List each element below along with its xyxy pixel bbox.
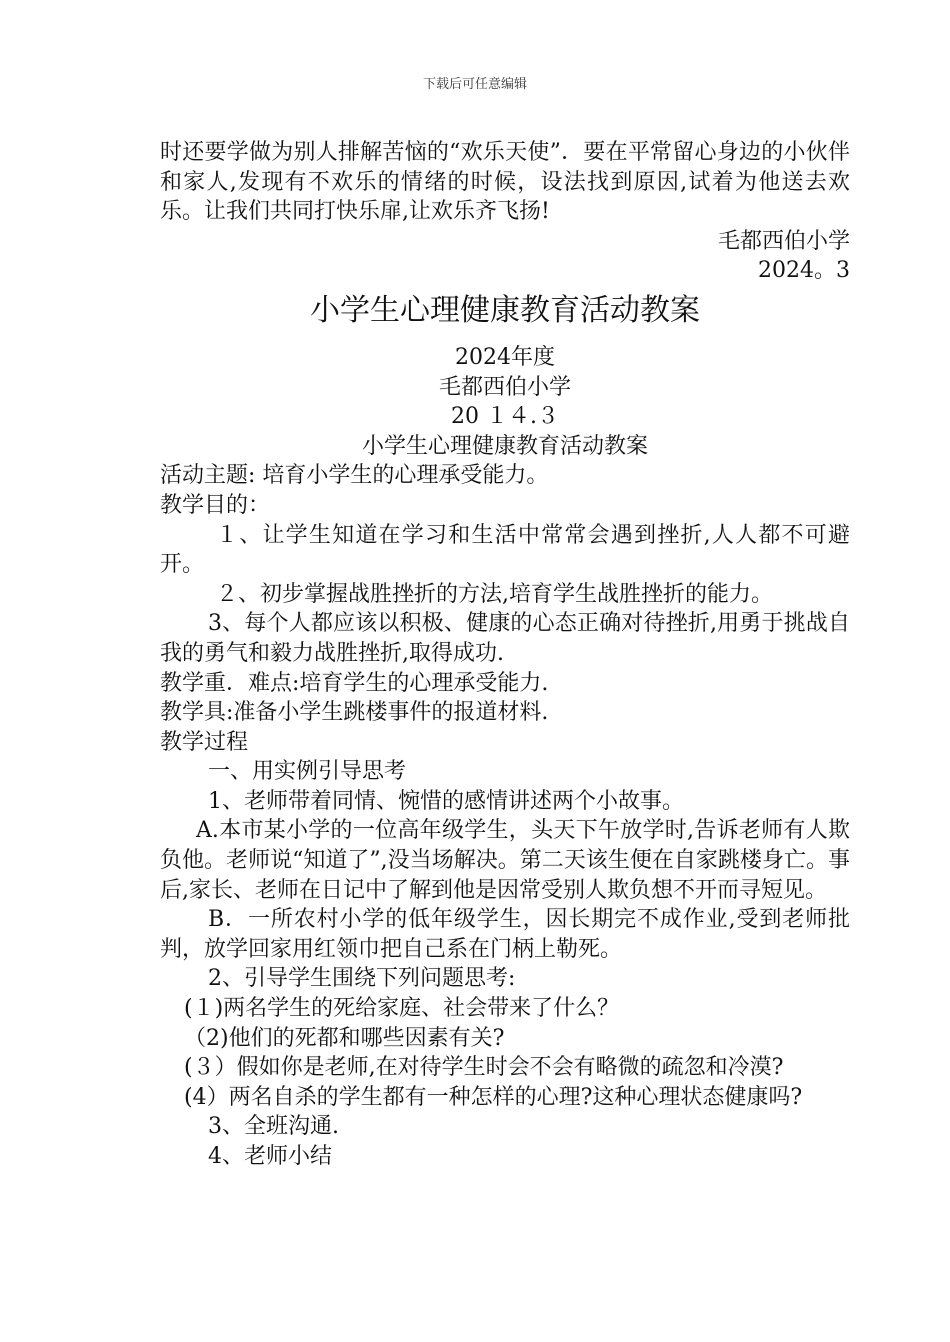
goal-2: ２、初步掌握战胜挫折的方法,培育学生战胜挫折的能力。 — [216, 581, 773, 607]
intro-date: 2024。3 — [758, 258, 850, 284]
document-title: 小学生心理健康教育活动教案 — [310, 292, 700, 328]
page-header: 下载后可任意编辑 — [422, 77, 527, 92]
document-date: 20 １４.３ — [451, 404, 559, 430]
intro-paragraph: 时还要学做为别人排解苦恼的“欢乐天使”．要在平常留心身边的小伙伴和家人,发现有不欢乐的情绪的时候，设法找到原因,试着为他送去欢乐。让我们共同打快乐扉,让欢乐齐飞扬! — [160, 140, 850, 225]
question-2: （2)他们的死都和哪些因素有关? — [184, 1025, 505, 1051]
step-3: 3、全班沟通. — [208, 1114, 339, 1140]
question-3: (３）假如你是老师,在对待学生时会不会有略微的疏忽和冷漠? — [184, 1055, 784, 1081]
step-4: 4、老师小结 — [208, 1144, 332, 1169]
key-points: 教学重．难点:培育学生的心理承受能力. — [160, 670, 549, 696]
document-body — [160, 138, 850, 1172]
teaching-materials: 教学具:准备小学生跳楼事件的报道材料. — [160, 700, 549, 726]
question-1: (１)两名学生的死给家庭、社会带来了什么？ — [184, 996, 620, 1022]
story-a: A.本市某小学的一位高年级学生，头天下午放学时,告诉老师有人欺负他。老师说“知道了”,没当场解决。第二天该生便在自家跳楼身亡。事后,家长、老师在日记中了解到他是因常受别人欺负想不开而寻短见。 — [160, 818, 850, 903]
activity-theme: 活动主题: 培育小学生的心理承受能力。 — [160, 463, 549, 489]
step-1: 1、老师带着同情、惋惜的感情讲述两个小故事。 — [208, 788, 684, 814]
step-2: 2、引导学生围绕下列问题思考: — [208, 966, 516, 992]
intro-signature: 毛都西伯小学 — [717, 228, 850, 254]
goal-3: 3、每个人都应该以积极、健康的心态正确对待挫折,用勇于挑战自我的勇气和毅力战胜挫折,取得成功. — [160, 611, 850, 666]
goal-1: １、让学生知道在学习和生活中常常会遇到挫折,人人都不可避开。 — [160, 522, 850, 578]
document-subtitle: 小学生心理健康教育活动教案 — [361, 433, 648, 459]
document-year: 2024年度 — [455, 344, 555, 370]
process-heading: 教学过程 — [160, 729, 249, 755]
question-4: (4）两名自杀的学生都有一种怎样的心理?这种心理状态健康吗? — [184, 1084, 803, 1110]
section-1-heading: 一、用实例引导思考 — [208, 759, 407, 785]
goals-heading: 教学目的： — [160, 492, 271, 518]
document-school: 毛都西伯小学 — [438, 374, 571, 400]
story-b: B．一所农村小学的低年级学生，因长期完不成作业,受到老师批判，放学回家用红领巾把自己系在门柄上勒死。 — [160, 907, 850, 962]
